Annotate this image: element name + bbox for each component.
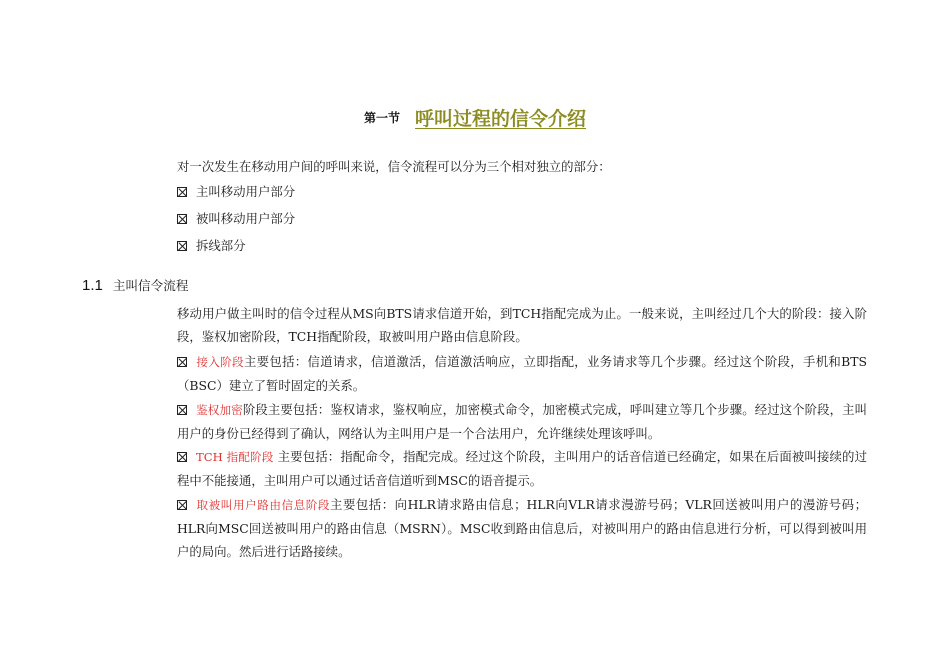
list-item-text: 主叫移动用户部分 (196, 184, 296, 199)
stage-text: 主要包括：指配命令，指配完成。经过这个阶段，主叫用户的话音信道已经确定，如果在后面被叫接续的过程中不能接通，主叫用户可以通过话音信道听到MSC的语音提示。 (177, 449, 867, 488)
section-title: 主叫信令流程 (112, 278, 189, 293)
stage-item (177, 493, 867, 563)
list-item-text: 被叫移动用户部分 (196, 211, 296, 226)
checkbox-x-icon (177, 357, 187, 367)
stage-highlight: TCH 指配阶段 (196, 450, 274, 464)
chapter-label: 第一节 (363, 111, 400, 125)
checkbox-x-icon (177, 214, 187, 224)
stage-text: 主要包括：信道请求，信道激活，信道激活响应，立即指配，业务请求等几个步骤。经过这个阶段，手机和BTS（BSC）建立了暂时固定的关系。 (177, 354, 867, 393)
section-intro-paragraph: 移动用户做主叫时的信令过程从MS向BTS请求信道开始，到TCH指配完成为止。一般来说，主叫经过几个大的阶段：接入阶段，鉴权加密阶段，TCH指配阶段，取被叫用户路由信息阶段。 (177, 306, 867, 344)
checkbox-x-icon (177, 187, 187, 197)
list-item (177, 180, 867, 203)
list-item-text: 拆线部分 (196, 238, 246, 253)
checkbox-x-icon (177, 241, 187, 251)
stage-highlight: 取被叫用户路由信息阶段 (196, 498, 331, 512)
section-heading (82, 275, 188, 294)
stage-text: 阶段主要包括：鉴权请求，鉴权响应，加密模式命令，加密模式完成，呼叫建立等几个步骤。经过这个阶段，主叫用户的身份已经得到了确认，网络认为主叫用户是一个合法用户，允许继续处理该呼叫。 (177, 402, 867, 441)
checkbox-x-icon (177, 500, 187, 510)
chapter-heading (0, 104, 950, 131)
stage-item (177, 398, 867, 445)
checkbox-x-icon (177, 405, 187, 415)
section-number: 1.1 (82, 277, 103, 294)
stage-highlight: 接入阶段 (196, 355, 244, 369)
stage-text: 主要包括：向HLR请求路由信息；HLR向VLR请求漫游号码；VLR回送被叫用户的漫游号码；HLR向MSC回送被叫用户的路由信息（MSRN）。MSC收到路由信息后，对被叫用户的路由信息进行分析，可以得到被叫用户的局向。然后进行话路接续。 (177, 497, 867, 559)
list-item (177, 207, 867, 230)
intro-paragraph: 对一次发生在移动用户间的呼叫来说，信令流程可以分为三个相对独立的部分： (177, 159, 611, 174)
stage-item (177, 445, 867, 492)
stage-item (177, 350, 867, 397)
checkbox-x-icon (177, 452, 187, 462)
stage-highlight: 鉴权加密 (196, 403, 243, 417)
list-item (177, 234, 867, 257)
chapter-title: 呼叫过程的信令介绍 (415, 108, 587, 130)
